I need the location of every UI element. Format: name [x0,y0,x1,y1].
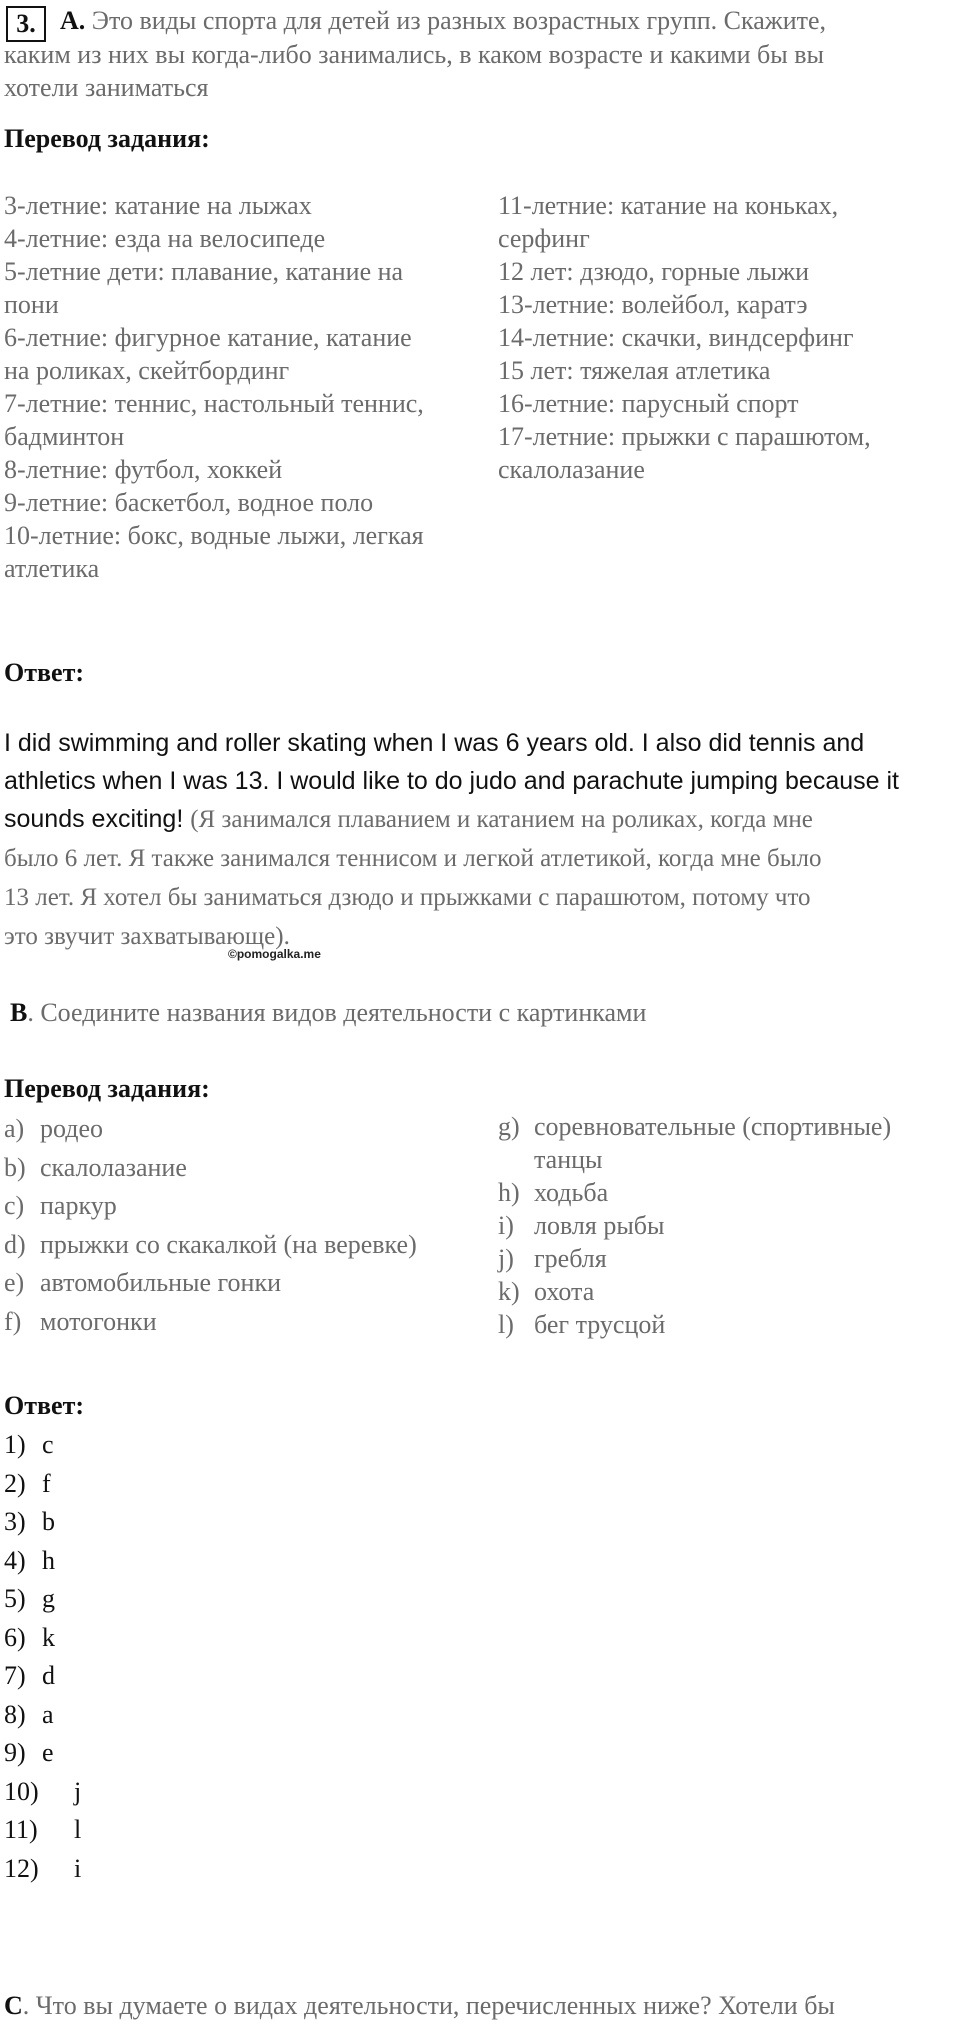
part-a-answer-paragraph [4,724,899,956]
list-item: 12 лет: дзюдо, горные лыжи [498,257,810,286]
answer-line [4,878,899,917]
list-item: на роликах, скейтбординг [4,356,290,385]
answer-value: j [74,1776,82,1806]
answer-value: l [74,1815,82,1844]
task-number: 3. [6,6,46,42]
answer-number: 1) [4,1430,26,1459]
part-a-answer-heading: Ответ: [4,658,85,687]
answer-item [4,1657,81,1696]
list-marker: d) [4,1229,26,1259]
list-item: 10-летние: бокс, водные лыжи, легкая [4,521,424,550]
answer-number: 12) [4,1853,39,1883]
list-item [4,1226,417,1265]
list-item [4,1303,417,1342]
list-marker: g) [498,1112,520,1141]
list-item-text: автомобильные гонки [40,1268,282,1297]
part-a-letter: A. [60,6,86,35]
list-item-text: бег трусцой [534,1310,666,1339]
list-item: 13-летние: волейбол, каратэ [498,290,808,319]
answer-line [4,724,899,762]
watermark-text: ©pomogalka.me [228,947,321,961]
list-item: 15 лет: тяжелая атлетика [498,356,771,385]
part-a-instruction-line-1 [60,4,826,37]
part-b-translation-heading: Перевод задания: [4,1074,210,1103]
part-b-instruction [10,996,646,1029]
list-marker: k) [498,1277,520,1306]
list-item: 9-летние: баскетбол, водное поло [4,488,374,517]
part-c-instruction [4,1989,835,2022]
list-item-text: родео [40,1114,104,1143]
list-item-text: гребля [534,1244,607,1273]
answer-item [4,1619,81,1658]
answer-value: i [74,1853,82,1883]
answer-value: d [42,1661,55,1690]
list-item: 7-летние: теннис, настольный теннис, [4,389,424,418]
list-marker: b) [4,1152,26,1182]
part-a-instruction-line-3: хотели заниматься [4,73,209,102]
list-item: скалолазание [498,455,645,484]
list-item-text: ходьба [534,1178,609,1207]
answer-english-text: athletics when I was 13. I would like to do judo and parachute jumping because it [4,767,899,795]
answer-number: 6) [4,1622,26,1652]
answer-number: 9) [4,1738,26,1767]
answer-line [4,800,899,839]
list-item-text: танцы [534,1145,603,1174]
list-item [4,1110,417,1149]
answer-value: a [42,1699,54,1729]
answer-item [4,1580,81,1619]
part-c-instruction-text: . Что вы думаете о видах деятельности, перечисленных ниже? Хотели бы [22,1991,835,2020]
list-item [498,1242,891,1275]
list-item: 4-летние: езда на велосипеде [4,224,326,253]
list-item [498,1209,891,1242]
list-marker: j) [498,1244,514,1273]
list-item: 14-летние: скачки, виндсерфинг [498,323,854,352]
part-a-instruction-line-2: каким из них вы когда-либо занимались, в каком возрасте и какими бы вы [4,40,824,69]
list-item: 8-летние: футбол, хоккей [4,455,283,484]
list-item-text: охота [534,1277,595,1306]
answer-item [4,1850,81,1889]
answer-item [4,1811,81,1850]
answer-translation-text: (Я занимался плаванием и катанием на роликах, когда мне [190,806,813,833]
answer-english-text: I did swimming and roller skating when I was 6 years old. I also did tennis and [4,729,865,757]
answer-item [4,1734,81,1773]
answer-line [4,839,899,878]
part-a-left-column [4,189,424,585]
answer-value: h [42,1545,55,1575]
list-marker: i) [498,1211,514,1240]
answer-number: 3) [4,1507,26,1536]
list-item: серфинг [498,224,590,253]
answer-line [4,762,899,800]
answer-item [4,1426,81,1465]
answer-number: 11) [4,1815,38,1844]
answer-line [4,917,899,956]
list-item: 17-летние: прыжки с парашютом, [498,422,871,451]
list-item [498,1176,891,1209]
list-marker: f) [4,1306,22,1336]
part-b-left-list [4,1110,417,1341]
list-item: атлетика [4,554,100,583]
answer-number: 2) [4,1468,26,1498]
answer-item [4,1503,81,1542]
list-marker: a) [4,1114,25,1143]
list-item [498,1275,891,1308]
part-a-instruction-text: Это виды спорта для детей из разных возрастных групп. Скажите, [91,6,827,35]
part-a-translation-heading: Перевод задания: [4,124,210,153]
part-b-answer-list [4,1426,81,1888]
answer-translation-text: 13 лет. Я хотел бы заниматься дзюдо и прыжками с парашютом, потому что [4,884,811,911]
answer-number: 10) [4,1776,39,1806]
list-item-text: ловля рыбы [534,1211,665,1240]
list-item: 16-летние: парусный спорт [498,389,799,418]
part-b-answer-heading: Ответ: [4,1391,85,1420]
answer-value: c [42,1430,54,1459]
list-marker: l) [498,1310,514,1339]
answer-number: 7) [4,1661,26,1690]
list-item: бадминтон [4,422,125,451]
list-marker: e) [4,1268,25,1297]
list-item-text: прыжки со скакалкой (на веревке) [40,1229,417,1259]
answer-number: 8) [4,1699,26,1729]
answer-item [4,1465,81,1504]
list-marker: c) [4,1191,25,1220]
list-item [498,1143,891,1176]
list-item [4,1149,417,1188]
list-item: 11-летние: катание на коньках, [498,191,839,220]
list-item-text: паркур [40,1191,117,1220]
list-item [498,1308,891,1341]
part-c-letter: C [4,1991,23,2020]
answer-item [4,1773,81,1812]
list-item [4,1264,417,1303]
list-item-text: скалолазание [40,1152,187,1182]
list-marker: h) [498,1178,520,1207]
answer-value: e [42,1738,54,1767]
answer-value: b [42,1507,55,1536]
answer-item [4,1696,81,1735]
part-a-right-column [498,189,871,486]
list-item-text: соревновательные (спортивные) [534,1112,892,1141]
list-item: пони [4,290,59,319]
answer-value: g [42,1584,55,1613]
list-item: 3-летние: катание на лыжах [4,191,312,220]
part-b-right-list [498,1110,891,1341]
answer-number: 5) [4,1584,26,1613]
part-b-letter: B [10,998,28,1027]
list-item: 6-летние: фигурное катание, катание [4,323,412,352]
answer-value: f [42,1468,51,1498]
answer-value: k [42,1622,55,1652]
list-item [4,1187,417,1226]
list-item: 5-летние дети: плавание, катание на [4,257,404,286]
answer-item [4,1542,81,1581]
answer-number: 4) [4,1545,26,1575]
answer-english-text: sounds exciting! [4,805,191,833]
list-item-text: мотогонки [40,1306,157,1336]
part-b-instruction-text: . Соедините названия видов деятельности с картинками [27,998,647,1027]
answer-translation-text: это звучит захватывающе). [4,923,290,950]
answer-translation-text: было 6 лет. Я также занимался теннисом и легкой атлетикой, когда мне было [4,845,822,872]
list-item [498,1110,891,1143]
